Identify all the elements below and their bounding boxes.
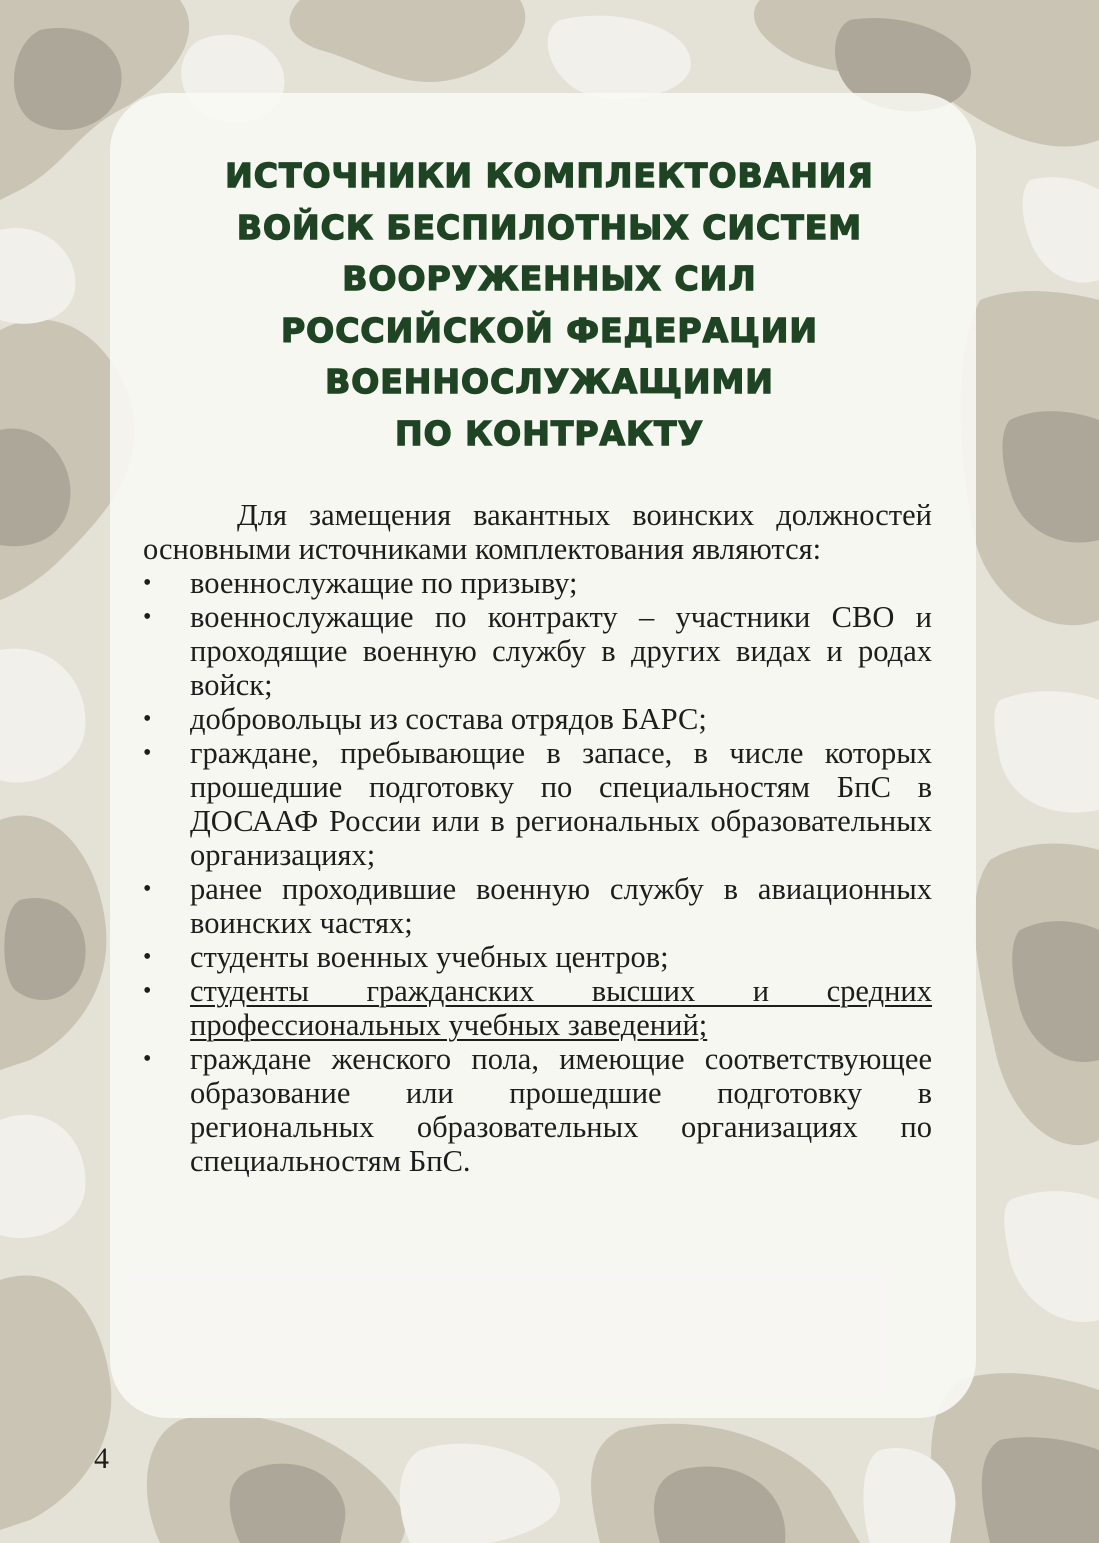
page-number: 4 bbox=[94, 1442, 109, 1475]
title-line-4: РОССИЙСКОЙ ФЕДЕРАЦИИ bbox=[280, 310, 819, 350]
list-item bbox=[143, 600, 932, 702]
list-item-text: граждане, пребывающие в запасе, в числе которых прошедшие подготовку по специальностям БпС в ДОСААФ России или в региональных образовательных организациях; bbox=[190, 736, 932, 872]
sources-list bbox=[143, 566, 932, 1178]
body-text bbox=[143, 498, 932, 1178]
list-item bbox=[143, 872, 932, 940]
list-item bbox=[143, 1042, 932, 1178]
title-line-1: ИСТОЧНИКИ КОМПЛЕКТОВАНИЯ bbox=[225, 156, 874, 195]
bullet-icon: • bbox=[143, 706, 152, 732]
list-item-text: ранее проходившие военную службу в авиационных воинских частях; bbox=[190, 872, 932, 940]
bullet-icon: • bbox=[143, 570, 152, 596]
title-line-3: ВООРУЖЕННЫХ СИЛ bbox=[342, 259, 757, 298]
list-item bbox=[143, 702, 932, 736]
title-line-2: ВОЙСК БЕСПИЛОТНЫХ СИСТЕМ bbox=[236, 207, 863, 247]
list-item-text: военнослужащие по призыву; bbox=[190, 566, 578, 600]
bullet-icon: • bbox=[143, 876, 152, 902]
title-line-6: ПО КОНТРАКТУ bbox=[395, 413, 704, 453]
title-line-5: ВОЕННОСЛУЖАЩИМИ bbox=[325, 362, 774, 401]
list-item bbox=[143, 940, 932, 974]
bullet-icon: • bbox=[143, 740, 152, 766]
bullet-icon: • bbox=[143, 1046, 152, 1072]
list-item-text-underlined: студенты гражданских высших и средних профессиональных учебных заведений; bbox=[190, 974, 932, 1042]
list-item bbox=[143, 736, 932, 872]
list-item-text: студенты военных учебных центров; bbox=[190, 940, 669, 974]
list-item bbox=[143, 974, 932, 1042]
bullet-icon: • bbox=[143, 944, 152, 970]
bullet-icon: • bbox=[143, 604, 152, 630]
list-item-text: военнослужащие по контракту – участники СВО и проходящие военную службу в других видах и родах войск; bbox=[190, 600, 932, 702]
intro-paragraph: Для замещения вакантных воинских должностей основными источниками комплектования являются: bbox=[143, 498, 932, 566]
list-item-text: добровольцы из состава отрядов БАРС; bbox=[190, 702, 707, 736]
list-item-text: граждане женского пола, имеющие соответствующее образование или прошедшие подготовку в региональных образовательных организациях по специальностям БпС. bbox=[190, 1042, 932, 1178]
bullet-icon: • bbox=[143, 978, 152, 1004]
list-item bbox=[143, 566, 932, 600]
page-title bbox=[0, 150, 1099, 459]
